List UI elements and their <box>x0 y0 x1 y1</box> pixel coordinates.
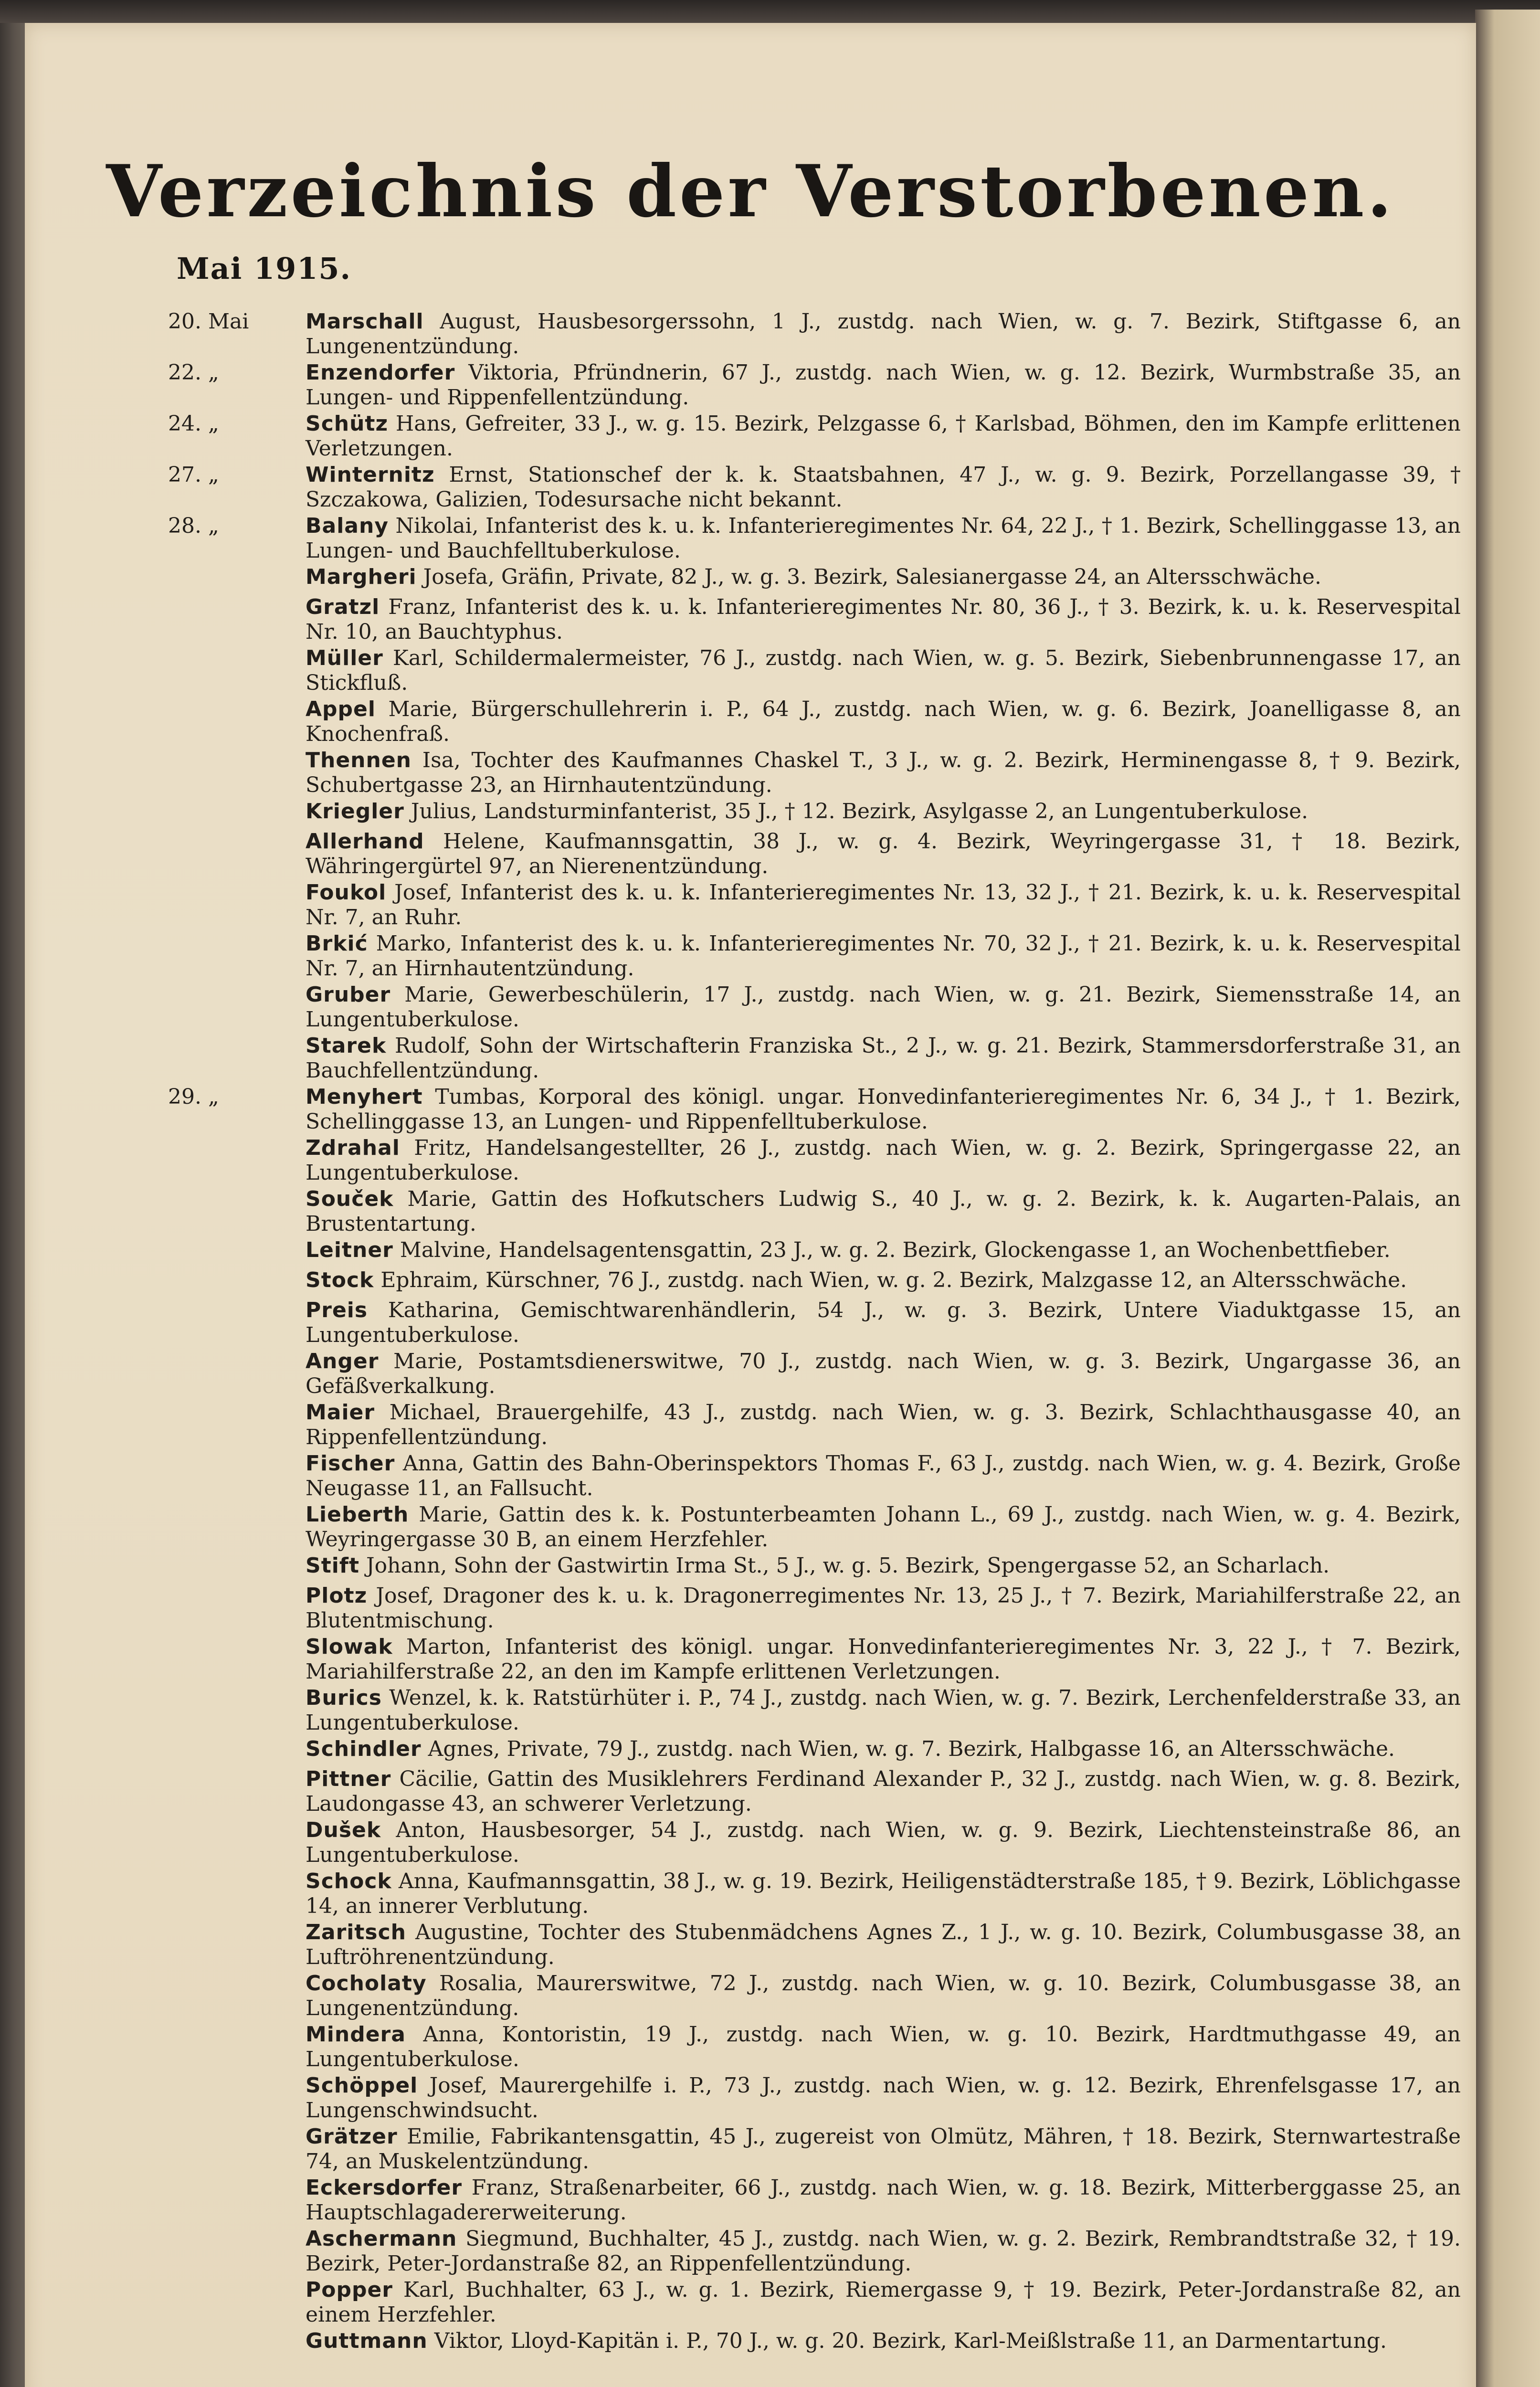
entry-surname: Lieberth <box>306 1502 409 1527</box>
entry-text <box>306 880 1461 930</box>
entry-surname: Aschermann <box>306 2227 457 2251</box>
entry-details: Marie, Gewerbeschülerin, 17 J., zustdg. nach Wien, w. g. 21. Bezirk, Siemensstraße 14, an Lungentuberkulose. <box>306 982 1461 1032</box>
entry-surname: Starek <box>306 1034 387 1058</box>
entry-surname: Plotz <box>306 1584 368 1608</box>
entry-details: Marie, Gattin des Hofkutschers Ludwig S., 40 J., w. g. 2. Bezirk, k. k. Augarten-Palais, an Brustentartung. <box>306 1187 1461 1236</box>
entry-text <box>306 2124 1461 2174</box>
entry-details: Johann, Sohn der Gastwirtin Irma St., 5 J., w. g. 5. Bezirk, Spengergasse 52, an Scharlach. <box>366 1553 1330 1578</box>
entry-surname: Grätzer <box>306 2124 398 2149</box>
entry-details: Viktor, Lloyd-Kapitän i. P., 70 J., w. g. 20. Bezirk, Karl-Meißlstraße 11, an Darmentartung. <box>434 2329 1387 2353</box>
adjacent-page-edge <box>1475 10 1540 2387</box>
entry-text <box>306 1920 1461 1970</box>
entry-details: Josefa, Gräfin, Private, 82 J., w. g. 3. Bezirk, Salesianergasse 24, an Altersschwäche. <box>423 565 1321 589</box>
list-item <box>25 360 1476 410</box>
entry-details: Katharina, Gemischtwarenhändlerin, 54 J., w. g. 3. Bezirk, Untere Viaduktgasse 15, an Lungentuberkulose. <box>306 1298 1461 1347</box>
entry-text <box>306 1298 1461 1348</box>
entry-details: Marie, Bürgerschullehrerin i. P., 64 J., zustdg. nach Wien, w. g. 6. Bezirk, Joanelligasse 8, an Knochenfraß. <box>306 697 1461 746</box>
entry-details: Franz, Straßenarbeiter, 66 J., zustdg. nach Wien, w. g. 18. Bezirk, Mitterberggasse 25, an Hauptschlagadererweiterung. <box>306 2176 1461 2225</box>
entry-surname: Anger <box>306 1349 379 1373</box>
list-item <box>25 412 1476 461</box>
entry-details: Marton, Infanterist des königl. ungar. Honvedinfanterieregimentes Nr. 3, 22 J., † 7. Bezirk, Mariahilferstraße 22, an den im Kampfe erlittenen Verletzungen. <box>306 1635 1461 1684</box>
list-item <box>25 1502 1476 1552</box>
entry-text <box>306 697 1461 747</box>
entry-details: Malvine, Handelsagentensgattin, 23 J., w. g. 2. Bezirk, Glockengasse 1, an Wochenbettfieber. <box>400 1238 1391 1262</box>
list-item <box>25 2227 1476 2276</box>
list-item <box>25 2022 1476 2072</box>
entry-details: Franz, Infanterist des k. u. k. Infanterieregimentes Nr. 80, 36 J., † 3. Bezirk, k. u. k. Reservespital Nr. 10, an Bauchtyphus. <box>306 595 1461 644</box>
entry-surname: Marschall <box>306 309 424 334</box>
entry-surname: Pittner <box>306 1767 391 1791</box>
entry-surname: Cocholaty <box>306 1971 427 1996</box>
entry-text <box>306 595 1461 644</box>
list-item <box>25 1869 1476 1919</box>
entry-details: Rudolf, Sohn der Wirtschafterin Franziska St., 2 J., w. g. 21. Bezirk, Stammersdorferstraße 31, an Bauchfellentzündung. <box>306 1034 1461 1083</box>
entry-details: Viktoria, Pfründnerin, 67 J., zustdg. nach Wien, w. g. 12. Bezirk, Wurmbstraße 35, an Lungen- und Rippenfellentzündung. <box>306 360 1461 410</box>
list-item <box>25 931 1476 981</box>
page-title: Verzeichnis der Verstorbenen. <box>106 149 1395 233</box>
entry-details: Hans, Gefreiter, 33 J., w. g. 15. Bezirk, Pelzgasse 6, † Karlsbad, Böhmen, den im Kampfe erlittenen Verletzungen. <box>306 412 1461 461</box>
entry-details: Marie, Postamtsdienerswitwe, 70 J., zustdg. nach Wien, w. g. 3. Bezirk, Ungargasse 36, an Gefäßverkalkung. <box>306 1349 1461 1398</box>
entry-surname: Preis <box>306 1298 368 1322</box>
entry-text <box>306 360 1461 410</box>
entry-details: Anna, Kontoristin, 19 J., zustdg. nach Wien, w. g. 10. Bezirk, Hardtmuthgasse 49, an Lungentuberkulose. <box>306 2022 1461 2071</box>
entry-text <box>306 748 1461 798</box>
entry-details: Fritz, Handelsangestellter, 26 J., zustdg. nach Wien, w. g. 2. Bezirk, Springergasse 22, an Lungentuberkulose. <box>306 1136 1461 1185</box>
entry-surname: Schütz <box>306 412 389 436</box>
entry-text <box>306 1085 1461 1134</box>
entry-text <box>306 1034 1461 1083</box>
entry-text <box>306 1818 1461 1868</box>
list-item <box>25 1451 1476 1501</box>
entry-text <box>306 982 1461 1032</box>
entry-details: Siegmund, Buchhalter, 45 J., zustdg. nach Wien, w. g. 2. Bezirk, Rembrandtstraße 32, † 19. Bezirk, Peter-Jordanstraße 82, an Rippenfellentzündung. <box>306 2227 1461 2276</box>
list-item <box>25 1818 1476 1868</box>
entry-surname: Souček <box>306 1187 394 1211</box>
entry-surname: Foukol <box>306 880 387 905</box>
list-item <box>25 982 1476 1032</box>
list-item <box>25 1085 1476 1134</box>
entry-details: Marie, Gattin des k. k. Postunterbeamten Johann L., 69 J., zustdg. nach Wien, w. g. 4. Bezirk, Weyringergasse 30 B, an einem Herzfehler. <box>306 1502 1461 1552</box>
entry-surname: Gratzl <box>306 595 380 619</box>
entry-surname: Balany <box>306 514 389 538</box>
entry-date: 28. „ <box>168 514 219 538</box>
list-item <box>25 1238 1476 1267</box>
entry-surname: Popper <box>306 2278 393 2302</box>
entry-date: 20. Mai <box>168 309 249 334</box>
entry-text <box>306 1869 1461 1919</box>
entry-details: Marko, Infanterist des k. u. k. Infanterieregimentes Nr. 70, 32 J., † 21. Bezirk, k. u. k. Reservespital Nr. 7, an Hirnhautentzündung. <box>306 931 1461 981</box>
list-item <box>25 1187 1476 1236</box>
entry-text <box>306 309 1461 359</box>
entry-details: Ernst, Stationschef der k. k. Staatsbahnen, 47 J., w. g. 9. Bezirk, Porzellangasse 39, † Szczakowa, Galizien, Todesursache nicht bekannt. <box>306 463 1461 512</box>
entry-surname: Zaritsch <box>306 1920 407 1944</box>
entry-text <box>306 514 1461 563</box>
entry-details: Karl, Schildermalermeister, 76 J., zustdg. nach Wien, w. g. 5. Bezirk, Siebenbrunnengasse 17, an Stickfluß. <box>306 646 1461 695</box>
list-item <box>25 1971 1476 2021</box>
entry-surname: Eckersdorfer <box>306 2176 463 2200</box>
entry-details: Anton, Hausbesorger, 54 J., zustdg. nach Wien, w. g. 9. Bezirk, Liechtensteinstraße 86, an Lungentuberkulose. <box>306 1818 1461 1867</box>
entry-text <box>306 1136 1461 1185</box>
list-item <box>25 1686 1476 1735</box>
entry-details: Josef, Maurergehilfe i. P., 73 J., zustdg. nach Wien, w. g. 12. Bezirk, Ehrenfelsgasse 17, an Lungenschwindsucht. <box>306 2073 1461 2123</box>
entry-surname: Menyhert <box>306 1085 423 1109</box>
list-item <box>25 1737 1476 1765</box>
list-item <box>25 514 1476 563</box>
list-item <box>25 1635 1476 1684</box>
entry-text <box>306 1737 1461 1762</box>
entry-details: Agnes, Private, 79 J., zustdg. nach Wien, w. g. 7. Bezirk, Halbgasse 16, an Altersschwäche. <box>428 1737 1395 1761</box>
entry-surname: Fischer <box>306 1451 395 1476</box>
entry-surname: Enzendorfer <box>306 360 455 385</box>
entry-surname: Maier <box>306 1400 375 1425</box>
month-heading: Mai 1915. <box>177 251 352 286</box>
entry-details: Anna, Gattin des Bahn-Oberinspektors Thomas F., 63 J., zustdg. nach Wien, w. g. 4. Bezirk, Große Neugasse 11, an Fallsucht. <box>306 1451 1461 1500</box>
list-item <box>25 1298 1476 1348</box>
entry-text <box>306 2329 1461 2354</box>
list-item <box>25 463 1476 512</box>
list-item <box>25 1400 1476 1450</box>
list-item <box>25 2124 1476 2174</box>
entry-text <box>306 2022 1461 2072</box>
entry-details: Julius, Landsturminfanterist, 35 J., † 12. Bezirk, Asylgasse 2, an Lungentuberkulose. <box>411 799 1308 824</box>
entry-text <box>306 1686 1461 1735</box>
list-item <box>25 595 1476 644</box>
entry-text <box>306 1971 1461 2021</box>
entry-surname: Thennen <box>306 748 411 772</box>
list-item <box>25 1136 1476 1185</box>
list-item <box>25 2073 1476 2123</box>
entry-date: 24. „ <box>168 412 219 436</box>
entry-details: Karl, Buchhalter, 63 J., w. g. 1. Bezirk, Riemergasse 9, † 19. Bezirk, Peter-Jordanstraße 82, an einem Herzfehler. <box>306 2278 1461 2327</box>
entry-text <box>306 931 1461 981</box>
list-item <box>25 2329 1476 2357</box>
entry-surname: Zdrahal <box>306 1136 400 1160</box>
entry-surname: Stift <box>306 1553 359 1578</box>
entry-surname: Slowak <box>306 1635 393 1659</box>
entry-surname: Kriegler <box>306 799 404 824</box>
entry-text <box>306 2278 1461 2327</box>
entry-surname: Margheri <box>306 565 417 589</box>
list-item <box>25 880 1476 930</box>
list-item <box>25 1553 1476 1582</box>
entry-text <box>306 1767 1461 1817</box>
entry-text <box>306 1268 1461 1293</box>
list-item <box>25 309 1476 359</box>
entry-text <box>306 1451 1461 1501</box>
entry-surname: Schöppel <box>306 2073 418 2098</box>
entry-surname: Appel <box>306 697 376 721</box>
list-item <box>25 1349 1476 1399</box>
entry-date: 29. „ <box>168 1085 219 1109</box>
list-item <box>25 2176 1476 2225</box>
entry-surname: Brkić <box>306 931 368 956</box>
entry-text <box>306 1553 1461 1578</box>
list-item <box>25 1034 1476 1083</box>
entry-surname: Müller <box>306 646 383 670</box>
entry-details: Isa, Tochter des Kaufmannes Chaskel T., 3 J., w. g. 2. Bezirk, Herminengasse 8, † 9. Bezirk, Schubertgasse 23, an Hirnhautentzündung. <box>306 748 1461 797</box>
document-page <box>25 23 1476 2387</box>
entry-date: 27. „ <box>168 463 219 487</box>
entry-details: Anna, Kaufmannsgattin, 38 J., w. g. 19. Bezirk, Heiligenstädterstraße 185, † 9. Bezirk, Löblichgasse 14, an innerer Verblutung. <box>306 1869 1461 1918</box>
list-item <box>25 565 1476 593</box>
entry-text <box>306 412 1461 461</box>
entry-text <box>306 829 1461 879</box>
entry-text <box>306 2176 1461 2225</box>
entry-details: Helene, Kaufmannsgattin, 38 J., w. g. 4. Bezirk, Weyringergasse 31, † 18. Bezirk, Währingergürtel 97, an Nierenentzündung. <box>306 829 1461 878</box>
list-item <box>25 799 1476 828</box>
list-item <box>25 1767 1476 1817</box>
list-item <box>25 2278 1476 2327</box>
list-item <box>25 1920 1476 1970</box>
entry-text <box>306 1400 1461 1450</box>
list-item <box>25 829 1476 879</box>
entry-details: Josef, Infanterist des k. u. k. Infanterieregimentes Nr. 13, 32 J., † 21. Bezirk, k. u. k. Reservespital Nr. 7, an Ruhr. <box>306 880 1461 929</box>
entry-text <box>306 1635 1461 1684</box>
entry-date: 22. „ <box>168 360 219 385</box>
list-item <box>25 748 1476 798</box>
entry-details: Ephraim, Kürschner, 76 J., zustdg. nach Wien, w. g. 2. Bezirk, Malzgasse 12, an Altersschwäche. <box>380 1268 1407 1292</box>
entry-text <box>306 646 1461 696</box>
entry-details: Tumbas, Korporal des königl. ungar. Honvedinfanterieregimentes Nr. 6, 34 J., † 1. Bezirk, Schellinggasse 13, an Lungen- und Rippenfelltuberkulose. <box>306 1085 1461 1134</box>
entry-surname: Schindler <box>306 1737 422 1761</box>
entry-details: Wenzel, k. k. Ratstürhüter i. P., 74 J., zustdg. nach Wien, w. g. 7. Bezirk, Lerchenfelderstraße 33, an Lungentuberkulose. <box>306 1686 1461 1735</box>
entry-text <box>306 1349 1461 1399</box>
entry-details: August, Hausbesorgerssohn, 1 J., zustdg. nach Wien, w. g. 7. Bezirk, Stiftgasse 6, an Lungenentzündung. <box>306 309 1461 359</box>
entry-details: Emilie, Fabrikantensgattin, 45 J., zugereist von Olmütz, Mähren, † 18. Bezirk, Sternwartestraße 74, an Muskelentzündung. <box>306 2124 1461 2174</box>
entry-text <box>306 565 1461 590</box>
entry-text <box>306 799 1461 824</box>
entry-details: Nikolai, Infanterist des k. u. k. Infanterieregimentes Nr. 64, 22 J., † 1. Bezirk, Schellinggasse 13, an Lungen- und Bauchfelltuberkulose. <box>306 514 1461 563</box>
entry-surname: Gruber <box>306 982 391 1007</box>
entry-surname: Burics <box>306 1686 382 1710</box>
entry-surname: Guttmann <box>306 2329 428 2353</box>
entry-text <box>306 1238 1461 1263</box>
entry-surname: Winternitz <box>306 463 435 487</box>
entry-text <box>306 1502 1461 1552</box>
entry-text <box>306 2227 1461 2276</box>
list-item <box>25 1584 1476 1633</box>
entry-text <box>306 1584 1461 1633</box>
entry-details: Augustine, Tochter des Stubenmädchens Agnes Z., 1 J., w. g. 10. Bezirk, Columbusgasse 38, an Luftröhrenentzündung. <box>306 1920 1461 1969</box>
entry-surname: Schock <box>306 1869 392 1893</box>
entry-details: Cäcilie, Gattin des Musiklehrers Ferdinand Alexander P., 32 J., zustdg. nach Wien, w. g. 8. Bezirk, Laudongasse 43, an schwerer Verletzung. <box>306 1767 1461 1816</box>
list-item <box>25 1268 1476 1297</box>
entry-surname: Leitner <box>306 1238 393 1262</box>
top-edge-shadow <box>0 0 1540 23</box>
entry-surname: Allerhand <box>306 829 424 854</box>
entry-details: Josef, Dragoner des k. u. k. Dragonerregimentes Nr. 13, 25 J., † 7. Bezirk, Mariahilferstraße 22, an Blutentmischung. <box>306 1584 1461 1633</box>
entry-surname: Stock <box>306 1268 374 1292</box>
entry-surname: Dušek <box>306 1818 381 1842</box>
entry-text <box>306 463 1461 512</box>
entry-details: Rosalia, Maurerswitwe, 72 J., zustdg. nach Wien, w. g. 10. Bezirk, Columbusgasse 38, an Lungenentzündung. <box>306 1971 1461 2020</box>
entry-details: Michael, Brauergehilfe, 43 J., zustdg. nach Wien, w. g. 3. Bezirk, Schlachthausgasse 40, an Rippenfellentzündung. <box>306 1400 1461 1449</box>
death-register-list <box>25 309 1476 2359</box>
entry-text <box>306 1187 1461 1236</box>
entry-surname: Mindera <box>306 2022 406 2047</box>
entry-text <box>306 2073 1461 2123</box>
list-item <box>25 646 1476 696</box>
list-item <box>25 697 1476 747</box>
